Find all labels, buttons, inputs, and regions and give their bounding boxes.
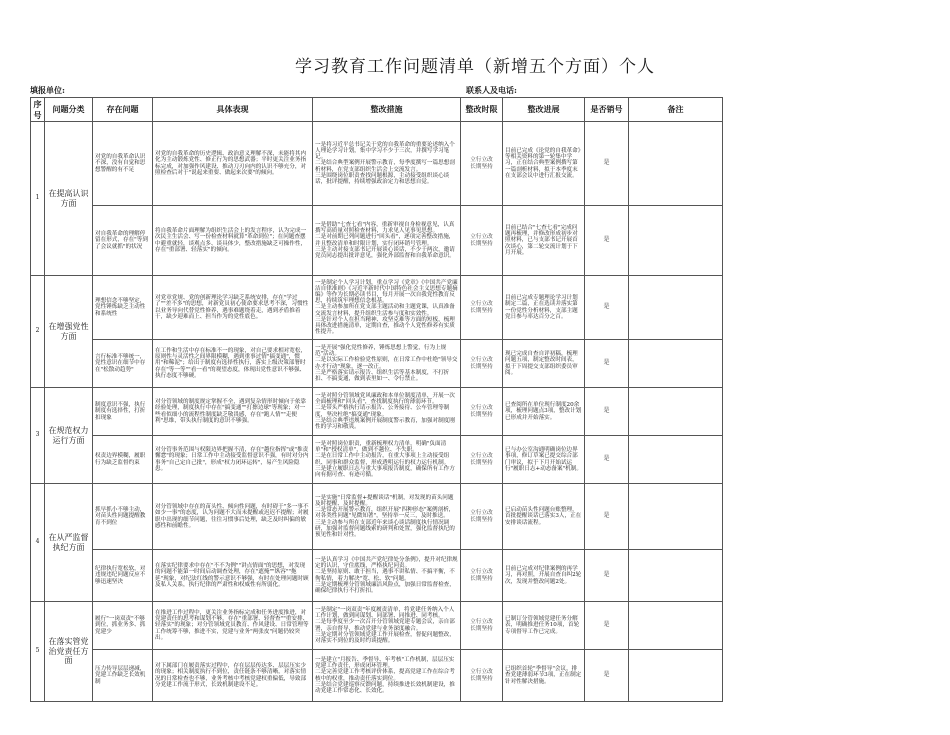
progress-cell: 目前已完成《论党的自我革命》等相关资料的第一轮集中学习，正在结合典型案例撰写第一篇剖析材料，拟于本季度末在支部会议中进行汇报交流。	[503, 122, 585, 206]
closed-cell: 是	[585, 276, 629, 340]
remark-cell	[629, 388, 723, 436]
table-row	[31, 650, 723, 702]
deadline-line: 立行立改	[470, 619, 493, 626]
measure-item: 二是坚持原则、敢于担当，遇事不讲私情、不搞平衡，不徇私情，着力解决"宽、松、软"问题。	[315, 569, 455, 582]
deadline-cell	[461, 484, 503, 550]
measure-item: 一是建立"月报告、季督导、年考核"工作机制，层层压实党建工作责任，形成闭环管理。	[315, 656, 455, 670]
measure-item: 二是结合典型案例开展警示教育，每季度撰写一篇思想剖析材料，在党支部组织生活会上交流发言。	[315, 160, 455, 173]
row-number: 3	[31, 388, 45, 484]
measure-item: 一是认真学习《中国共产党纪律处分条例》，提升对纪律规定的认识，守住底线，严格执纪问责。	[315, 556, 458, 570]
measure-item: 三是严格落实请示报告、组织生活等基本制度，不打折扣、不搞变通，做到表里如一、令行禁止。	[315, 369, 450, 382]
detail-cell: 在落实纪律要求中存在"不不为例""讲点情面"的思想，对发现的问题不能第一时间启动调查处理，存在"遮掩""纵容""拖延"现象，对纪法红线的警示意识不够强，有时在处理问题时顾及私人关系，执行纪律的严肃性和权威性有所弱化。	[153, 550, 313, 602]
progress-cell: 已组织首轮"季督导"会议，排查党建薄弱环节3项，正在制定针对性解决措施。	[503, 650, 585, 702]
deadline-cell	[461, 206, 503, 276]
detail-cell: 对党章党规、党的创新理论学习缺乏系统安排，存在"学过了""差不多"的思想，对新党员初心使命要求思考不深，习惯性以业务导向代替党性修养，遇事难题绕着走，遇到矛盾推着干，缺少迎难而上、担当作为的党性底色。	[153, 276, 313, 340]
deadline-cell	[461, 122, 503, 206]
remark-cell	[629, 206, 723, 276]
measures-cell	[313, 602, 461, 650]
closed-cell: 是	[585, 340, 629, 388]
contact-label: 联系人及电话:	[466, 85, 517, 95]
deadline-line: 长期坚持	[470, 459, 493, 466]
deadline-line: 立行立改	[470, 453, 493, 460]
table-row	[31, 206, 723, 276]
remark-cell	[629, 276, 723, 340]
measure-item: 一是开展"强化党性修养，锤炼思想上警觉，行为上规范"活动。	[315, 344, 447, 358]
deadline-line: 长期坚持	[470, 307, 493, 314]
measure-item: 二是每季度至少一次召开分管领域党建专题会议，亲自部署，亲自督导，推动党建与业务深度融合。	[315, 619, 455, 632]
measure-item: 二是主动参加所在党支部主题活动和主题党课，认真准备交流发言材料，提升组织生活参与度和实效性。	[315, 304, 455, 317]
header-remark: 备注	[629, 98, 723, 122]
measures-cell	[313, 388, 461, 436]
deadline-cell	[461, 550, 503, 602]
deadline-line: 长期坚持	[470, 575, 493, 582]
category-cell: 在提高认识方面	[45, 122, 93, 276]
closed-cell: 是	[585, 550, 629, 602]
remark-cell	[629, 122, 723, 206]
table-row	[31, 388, 723, 436]
measures-cell	[313, 650, 461, 702]
detail-cell: 对分管领域中存在的苗头性、倾向性问题，有时碍于"多一事不如少一事"的态度，认为问题不大而未提醒或迟迟不提醒；对履职中出现的细节问题，往往习惯事后处理，缺乏及时纠偏的敏感性和前瞻性。	[153, 484, 313, 550]
measure-item: 一是借助"七查七看"内容，重新审视自身检视意见，认真撰写高质量对照检查材料，力求见人见事见思想。	[315, 221, 455, 235]
measures-cell	[313, 206, 461, 276]
measure-item: 三是针对个人在担当精神、攻坚克难等方面的短板，梳理具体改进措施清单，定期自查，推动个人党性修养有实质性提升。	[315, 316, 455, 336]
problem-cell: 对自我革命的理解停留在形式，存在"等到了会议就抓"的状况	[93, 206, 153, 276]
progress-cell: 目前已完成对纪律案例的再学习，再对照，开展自查自纠2轮次，发现并整改问题2处。	[503, 550, 585, 602]
remark-cell	[629, 550, 723, 602]
measures-cell	[313, 550, 461, 602]
measure-item: 一是对照分管领域党风廉政和本单位制度清单，开展一次全面梳理和"回头看"，查找制度执行的薄弱环节。	[315, 392, 455, 406]
closed-cell: 是	[585, 206, 629, 276]
deadline-line: 立行立改	[470, 669, 493, 676]
closed-cell: 是	[585, 436, 629, 484]
measures-cell	[313, 340, 461, 388]
category-cell: 在规范权力运行方面	[45, 388, 93, 484]
progress-cell: 目前已完成专题理论学习计划制定二篇，正在选读并落实第一份党性分析材料，支部主题党日参与率达百分之百。	[503, 276, 585, 340]
category-cell: 在从严监督执纪方面	[45, 484, 93, 602]
problem-cell: 言行标准不够统一，党性意识在细节中存在"松散动趋势"	[93, 340, 153, 388]
measure-item: 三是定期对分管领域党建工作开展检查，督促问题整改，对落实不到位的及时约谈提醒。	[315, 631, 455, 644]
progress-cell: 已查阅所在单位现行制度20余项，梳理问题点3项，整改计划已形成并开始落实。	[503, 388, 585, 436]
deadline-line: 立行立改	[470, 357, 493, 364]
deadline-cell	[461, 650, 503, 702]
deadline-line: 长期坚持	[470, 675, 493, 682]
header-detail: 具体表现	[153, 98, 313, 122]
measure-item: 二是完善党建工作考核评价体系，提高党建工作在综合考核中的权重，推动责任落实到位。	[315, 669, 455, 682]
deadline-line: 长期坚持	[470, 625, 493, 632]
measure-item: 二是带头严格执行请示报告、公务接待、公车管理等制度，坚决杜绝"搞变通"现象。	[315, 405, 450, 418]
deadline-line: 长期坚持	[470, 411, 493, 418]
deadline-line: 立行立改	[470, 405, 493, 412]
deadline-cell	[461, 340, 503, 388]
measure-item: 一是对照岗位职责，重新梳理权力清单，明确"负面清单"和"授权清单"，做到不越位、不失职。	[315, 440, 447, 454]
measure-item: 三是主动对接支部书记开展谈心谈话，不少于两次，邀请党员同志提出批评意见，强化外部监督和自我革命意识。	[315, 246, 455, 259]
progress-cell: 已启动苗头性问题台账整理，首批提醒谈话已落实3人，正在安排谈话流程。	[503, 484, 585, 550]
measure-item: 二是对前期已列问题进行"回头看"，逐项完善整改措施，并且整改清单和时限计划，实行闭环销号管理。	[315, 234, 455, 247]
measure-item: 一是制定个人学习计划，重点学习《党章》《中国共产党廉洁自律准则》《习近平新时代中国特色社会主义思想专题摘编》等作为长期必读书目，每月开展一次自我党性教育反思，持续筑牢理想信念根基。	[315, 279, 458, 305]
header-measures: 整改措施	[313, 98, 461, 122]
table-row	[31, 276, 723, 340]
problem-cell: 对党的自我革命认识不深，没有自觉和思想警醒的有不足	[93, 122, 153, 206]
table-header-row	[31, 98, 723, 122]
issue-table	[30, 97, 723, 702]
header-limit: 整改时限	[461, 98, 503, 122]
problem-cell: 抓早抓小不够主动，对苗头性问题提醒教育不到位	[93, 484, 153, 550]
header-progress: 整改进展	[503, 98, 585, 122]
problem-cell: 履行"一岗双责"不够到位，抓业务多、抓党建少	[93, 602, 153, 650]
deadline-line: 长期坚持	[470, 240, 493, 247]
deadline-line: 长期坚持	[470, 363, 493, 370]
header-no: 序号	[31, 98, 45, 122]
unit-label: 填报单位:	[30, 85, 65, 95]
remark-cell	[629, 484, 723, 550]
problem-cell: 理想信念不够坚定，党性锤炼缺乏主动性和系统性	[93, 276, 153, 340]
closed-cell: 是	[585, 388, 629, 436]
table-row	[31, 550, 723, 602]
table-row	[31, 602, 723, 650]
page-title: 学习教育工作问题清单（新增五个方面）个人	[295, 57, 655, 77]
problem-cell: 制度意识不强，执行制度有选择性，打折扣现象	[93, 388, 153, 436]
measure-item: 一是将习近平总书记关于党的自我革命的重要论述纳入个人理论学习计划，集中学习不少于三次，并撰写学习笔记。	[315, 141, 455, 161]
table-row	[31, 340, 723, 388]
measure-item: 一是制定"一岗双责"年度履责清单，将党建任务纳入个人工作计划，做到同谋划、同部署、同推进、同考核。	[315, 606, 455, 620]
detail-cell: 对分管领域的制度规定掌握不全，遇到复杂情形时倾向于依靠经验处理，制度执行中存在"搞变通""打擦边球"等现象；对一些看似细小的流程性制度缺乏敬畏感，存在"跑人情""走便利"思维，带头执行制度的意识不够强。	[153, 388, 313, 436]
measure-item: 三是围绕岗位职责查找问题根源，主动接受组织谈心谈话，批评提醒，持续增强政治定力和思想自觉。	[315, 172, 450, 185]
row-number: 4	[31, 484, 45, 602]
measures-cell	[313, 276, 461, 340]
row-number: 2	[31, 276, 45, 388]
progress-cell: 现已完成自查自评初稿，梳理问题五项，制定整改时间表，拟于下周提交支部组织委员审阅。	[503, 340, 585, 388]
closed-cell: 是	[585, 602, 629, 650]
measure-item: 二是常态开展警示教育，组织开展"四种形态"案例剖析，对各类性问题"见微知著"，坚持举一反三，及时推送。	[315, 507, 455, 520]
deadline-cell	[461, 602, 503, 650]
remark-cell	[629, 340, 723, 388]
detail-cell: 对党的自我革命的历史逻辑、政治意义理解不深，未能将其内化为主动锻炼党性、修正行为的思想武器；平时更关注业务指标完成，对加强作风建设、推动刀刃向内的认识不够充分，对照检查后对于"说起来重要、做起来次要"的倾向。	[153, 122, 313, 206]
measures-cell	[313, 484, 461, 550]
remark-cell	[629, 650, 723, 702]
deadline-cell	[461, 276, 503, 340]
measure-item: 二是以实际工作检验党性原则，在日常工作中杜绝"领导交办才行动"现象，逐一改正。	[315, 357, 458, 370]
progress-cell: 已制订分管领域党建任务分解表，明确推进任务10项，首轮专项督导工作已完成。	[503, 602, 585, 650]
category-cell: 在增强党性方面	[45, 276, 93, 388]
detail-cell: 将自我革命片面理解为组织生活会上的发言程序，认为完成一次民主生活会、写一份检查材料就算"革命到位"；在问题查摆中避重就轻，谈观点多、谈具体少，整改措施缺乏可操作性，存在"重部署、轻落实"的倾向。	[153, 206, 313, 276]
deadline-line: 立行立改	[470, 301, 493, 308]
table-row	[31, 122, 723, 206]
deadline-line: 立行立改	[470, 510, 493, 517]
closed-cell: 是	[585, 484, 629, 550]
progress-cell: 已与办公室沟通明确岗位边界事项，修订草案已提交综合部门审议，拟于下月开始试运行"履职日志+动态备案"机制。	[503, 436, 585, 484]
problem-cell: 纪律执行宽松软，对违规违纪问题反应不够迅速坚决	[93, 550, 153, 602]
measure-item: 三是定期梳理分管领域廉洁风险点，加强日常监督检查，确保纪律执行不打折扣。	[315, 581, 455, 594]
deadline-line: 立行立改	[470, 569, 493, 576]
table-row	[31, 436, 723, 484]
closed-cell: 是	[585, 122, 629, 206]
table-row	[31, 484, 723, 550]
header-closed: 是否销号	[585, 98, 629, 122]
problem-cell: 权责边界模糊，履职行为缺乏监督约束	[93, 436, 153, 484]
deadline-line: 长期坚持	[470, 163, 493, 170]
measure-item: 二是在日常工作中主动报告，在重大事项上主动接受组织、同事和群众监督，形成透明运行的权力运行机制。	[315, 453, 450, 466]
deadline-cell	[461, 388, 503, 436]
measure-item: 一是实施"日常监督+提醒谈话"机制，对发现的苗头问题及时提醒、及时提醒。	[315, 494, 454, 507]
progress-cell: 目前已结合"七查七看"完成问题再梳理，并修改形成初步对照材料，已与支部书记开展首次谈心，第二轮交流计划于下月开展。	[503, 206, 585, 276]
deadline-line: 立行立改	[470, 157, 493, 164]
header-problem: 存在问题	[93, 98, 153, 122]
deadline-cell	[461, 436, 503, 484]
closed-cell: 是	[585, 650, 629, 702]
header-category: 问题分类	[45, 98, 93, 122]
detail-cell: 对下属部门在履责落实过程中，存在层层传达多、层层压实少的现象；相关制度执行不到位，责任链条不够清晰，对落实情况的日常检查也不够，业务考核中考核党建权重偏低，导致部分党建工作流于形式，长效机制建设不足。	[153, 650, 313, 702]
measure-item: 三是结合党建巡察反馈问题，持续推进长效机制建设，推动党建工作常态化、长效化。	[315, 681, 455, 694]
detail-cell: 对分管事务范围与权限边界把握不清，存在"越位指挥"或"推责懈怠"的现象；日常工作中主动接受监督意识不强，有时对分内事务"自己定自己批"，形成"权力闭环运转"，易产生风险隐患。	[153, 436, 313, 484]
deadline-line: 长期坚持	[470, 516, 493, 523]
measures-cell	[313, 436, 461, 484]
remark-cell	[629, 602, 723, 650]
detail-cell: 在推进工作过程中，更关注业务指标完成和任务进度推进，对党建责任的思考和谋划不够，存在"重部署、轻督查""重安排、轻落实"的现象；对分管领域党员教育、作风建设、日常管理等工作统筹不够，推进不实，党建与业务"两张皮"问题仍较突出。	[153, 602, 313, 650]
category-cell: 在落实管党治党责任方面	[45, 602, 93, 702]
measure-item: 三是主动参与所在支部近年来谈心谈话制度执行情况调研，加强对监督问题线索的研判和处置，强化监督执纪的预见性和针对性。	[315, 519, 455, 538]
measure-item: 三是结合典型违规案例开展制度警示教育，加强对制度刚性的学习和敬畏。	[315, 417, 455, 430]
deadline-line: 立行立改	[470, 234, 493, 241]
row-number: 1	[31, 122, 45, 276]
detail-cell: 在工作和生活中存在标准不一的现象，对自己要求相对宽松，原则性与灵活性之间界限模糊，遇到重事过情"搞变通"，惯用"和稀泥"；给出于制度有选择性执行，落实上级决策部署时存在"等一等""看一看"的观望态度，体现出党性意识不够强、执行态度不够硬。	[153, 340, 313, 388]
measures-cell	[313, 122, 461, 206]
row-number: 5	[31, 602, 45, 702]
measure-item: 三是建立履职日志与重大事项报告制度，确保所有工作方向有据可查、有迹可循。	[315, 465, 455, 478]
problem-cell: 压力传导层层递减，党建工作缺乏长效机制	[93, 650, 153, 702]
table-body	[31, 122, 723, 702]
remark-cell	[629, 436, 723, 484]
